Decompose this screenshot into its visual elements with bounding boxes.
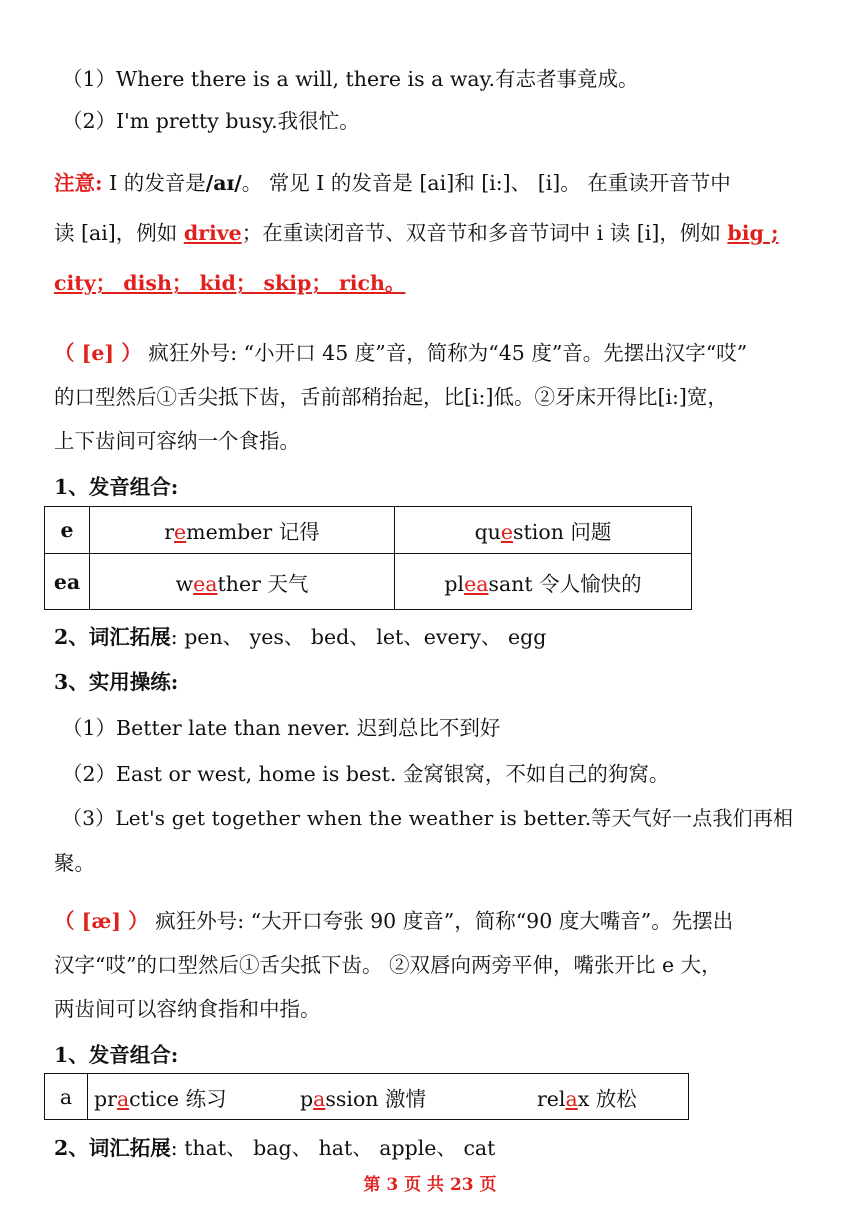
intro-text: 的口型然后①舌尖抵下齿，舌前部稍抬起，比[i:]低。②牙床开得比[i:]宽， [54, 385, 728, 409]
practice-line-2 [62, 757, 669, 787]
example-line-2 [62, 104, 360, 134]
table-row [45, 1074, 689, 1120]
note-line-3 [54, 266, 405, 296]
word-part: ctice 练习 [129, 1086, 227, 1111]
e-intro-line-2 [54, 380, 728, 410]
highlight-letters: ea [193, 571, 218, 596]
vocab-heading: 2、词汇拓展 [54, 625, 171, 649]
word-relax [537, 1087, 637, 1111]
example-number: （1） [62, 67, 117, 91]
note-label: 注意: [54, 171, 103, 195]
phoneme-title-e: （ [e] ） [54, 341, 142, 365]
practice-line-3-cont: 聚。 [54, 851, 95, 875]
highlight-letters: e [500, 520, 514, 544]
intro-text: 上下齿间可容纳一个食指。 [54, 429, 300, 453]
example-number: （3） [62, 806, 116, 830]
vocab-heading: 2、词汇拓展 [54, 1136, 171, 1160]
e-heading-practice: 3、实用操练: [54, 670, 179, 694]
intro-text: 疯狂外号: “小开口 45 度”音，简称为“45 度”音。先摆出汉字“哎” [141, 341, 748, 365]
note-line-2 [54, 216, 779, 246]
page-footer: 第 3 页 共 23 页 [363, 1175, 497, 1195]
e-combination-table [44, 506, 692, 610]
example-word-drive: drive [183, 221, 242, 245]
practice-line-3 [62, 802, 793, 831]
table-cell-word [395, 554, 692, 610]
ae-heading-combinations: 1、发音组合: [54, 1043, 179, 1067]
highlight-letters: a [313, 1086, 326, 1111]
highlight-letters: a [565, 1086, 578, 1111]
word-part: r [164, 520, 175, 544]
note-text: I 的发音是 [102, 171, 206, 195]
example-line-1 [62, 62, 639, 92]
ae-combination-table [44, 1073, 689, 1120]
note-line-1 [54, 166, 731, 196]
word-part: pr [94, 1086, 117, 1111]
word-part: x 放松 [577, 1086, 637, 1111]
table-row [45, 507, 692, 554]
vocab-words: : pen、 yes、 bed、 let、every、 egg [170, 625, 547, 649]
word-part: ther 天气 [217, 571, 309, 596]
phoneme-title-ae: （ [æ] ） [54, 909, 149, 933]
ae-vocab-line [54, 1131, 495, 1161]
word-part: member 记得 [186, 520, 320, 544]
note-text: 。 常见 I 的发音是 [ai]和 [i:]、 [i]。 在重读开音节中 [241, 171, 731, 195]
word-part: rel [537, 1086, 566, 1111]
example-text: Let's get together when the weather is better.等天气好一点我们再相 [115, 806, 794, 830]
practice-line-1 [62, 711, 500, 741]
word-part: stion 问题 [513, 520, 612, 544]
table-cell-key: e [45, 507, 90, 554]
example-text: Better late than never. 迟到总比不到好 [116, 716, 501, 740]
highlight-letters: ea [464, 571, 489, 596]
example-text: Where there is a will, there is a way.有志者事竟成。 [116, 67, 639, 91]
word-part: ssion 激情 [325, 1086, 427, 1111]
example-number: （2） [62, 109, 117, 133]
intro-text: 两齿间可以容纳食指和中指。 [54, 997, 321, 1021]
table-row [45, 554, 692, 610]
e-intro-line-3 [54, 424, 300, 454]
table-cell-word [395, 507, 692, 554]
intro-text: 疯狂外号: “大开口夸张 90 度音”，简称“90 度大嘴音”。先摆出 [148, 909, 734, 933]
word-part: qu [474, 520, 501, 544]
e-heading-combinations: 1、发音组合: [54, 475, 179, 499]
table-cell-words [88, 1074, 689, 1120]
table-cell-key: a [45, 1074, 88, 1120]
highlight-letters: a [116, 1086, 130, 1111]
example-words: city； dish； kid； skip； rich。 [54, 271, 406, 295]
highlight-letters: e [174, 520, 187, 544]
word-passion [300, 1082, 537, 1112]
table-cell-word [90, 507, 395, 554]
ae-intro-line-1 [54, 904, 733, 934]
word-part: sant 令人愉快的 [488, 571, 642, 596]
note-text: ；在重读闭音节、双音节和多音节词中 i 读 [i]，例如 [241, 221, 728, 245]
example-text: I'm pretty busy.我很忙。 [116, 109, 360, 133]
example-text: East or west, home is best. 金窝银窝，不如自己的狗窝。 [116, 762, 670, 786]
note-text: 读 [ai]，例如 [54, 221, 184, 245]
e-vocab-line [54, 620, 546, 650]
example-number: （1） [62, 716, 117, 740]
vocab-words: : that、 bag、 hat、 apple、 cat [170, 1136, 496, 1160]
ae-intro-line-2 [54, 948, 722, 978]
word-practice [94, 1082, 300, 1112]
example-word-big: big ; [727, 221, 779, 245]
e-intro-line-1 [54, 336, 747, 366]
ipa-symbol: /aɪ/ [205, 171, 242, 195]
word-part: w [175, 571, 194, 596]
table-cell-word [90, 554, 395, 610]
example-number: （2） [62, 762, 117, 786]
word-part: p [300, 1086, 314, 1111]
intro-text: 汉字“哎”的口型然后①舌尖抵下齿。 ②双唇向两旁平伸，嘴张开比 e 大， [54, 953, 722, 977]
table-cell-key: ea [45, 554, 90, 610]
word-part: pl [444, 571, 465, 596]
ae-intro-line-3 [54, 992, 321, 1022]
